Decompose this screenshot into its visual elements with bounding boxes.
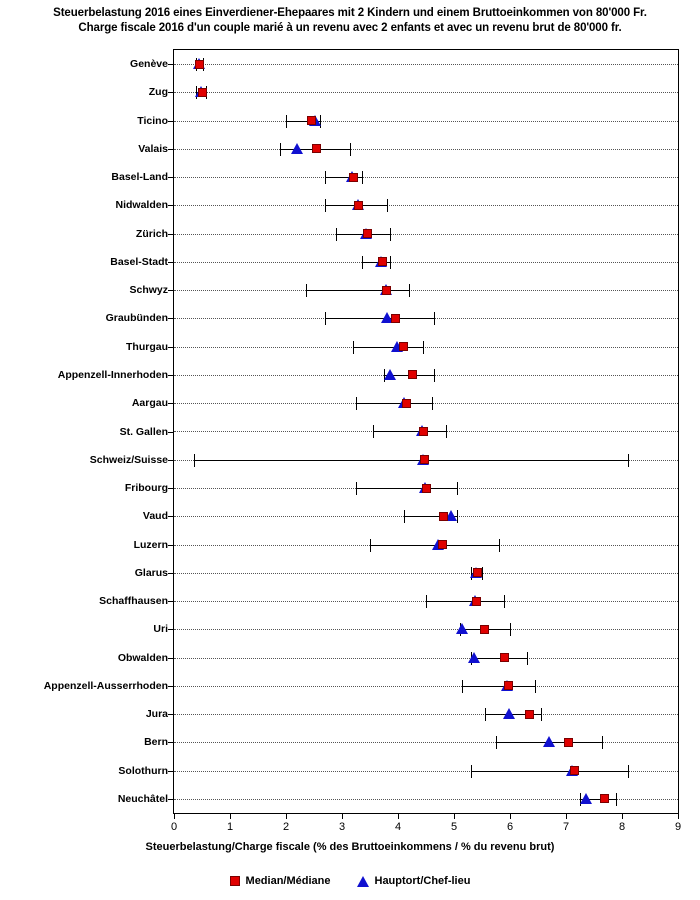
y-axis-label: Neuchâtel (117, 792, 168, 805)
range-max-cap (535, 680, 536, 693)
x-axis-tick (566, 814, 567, 819)
range-line (325, 318, 434, 319)
x-axis-tick (286, 814, 287, 819)
y-axis-label: Appenzell-Ausserrhoden (43, 679, 168, 692)
y-axis-label: Obwalden (117, 651, 168, 664)
y-axis-label: Solothurn (118, 764, 168, 777)
chart-row (174, 417, 678, 445)
range-min-cap (194, 454, 195, 467)
chef-lieu-marker (456, 623, 468, 634)
median-marker (408, 370, 417, 379)
median-marker (307, 116, 316, 125)
row-gridline (174, 149, 678, 151)
chart-row (174, 559, 678, 587)
range-line (373, 431, 446, 432)
chart-row (174, 361, 678, 389)
median-marker (198, 88, 207, 97)
median-marker (419, 427, 428, 436)
y-axis-label: Schweiz/Suisse (89, 453, 168, 466)
row-gridline (174, 347, 678, 349)
chart-row (174, 502, 678, 530)
median-marker (354, 201, 363, 210)
y-axis-label: Basel-Land (111, 171, 168, 184)
range-max-cap (616, 793, 617, 806)
chart-title-de: Steuerbelastung 2016 eines Einverdiener-Ehepaares mit 2 Kindern und einem Bruttoeinkommen von 80'000 Fr. (53, 7, 647, 19)
chart-row (174, 304, 678, 332)
y-axis-label: Fribourg (124, 482, 168, 495)
median-marker (363, 229, 372, 238)
chart-row (174, 389, 678, 417)
range-line (426, 601, 504, 602)
x-axis-tick-label: 5 (450, 821, 458, 833)
chart-row (174, 276, 678, 304)
chart-row (174, 672, 678, 700)
range-min-cap (325, 312, 326, 325)
range-line (353, 347, 423, 348)
y-axis-label: Vaud (142, 510, 168, 523)
range-max-cap (602, 736, 603, 749)
range-max-cap (390, 256, 391, 269)
chart-row (174, 191, 678, 219)
median-marker (349, 173, 358, 182)
chart-legend (0, 875, 700, 887)
chart-row (174, 530, 678, 558)
row-gridline (174, 92, 678, 94)
range-min-cap (404, 510, 405, 523)
range-line (306, 290, 410, 291)
chef-lieu-marker (580, 793, 592, 804)
chef-lieu-marker (384, 369, 396, 380)
range-line (194, 460, 628, 461)
chef-lieu-marker (543, 736, 555, 747)
x-axis-tick-label: 8 (618, 821, 626, 833)
range-max-cap (409, 284, 410, 297)
range-max-cap (387, 199, 388, 212)
range-min-cap (356, 397, 357, 410)
x-axis-tick (174, 814, 175, 819)
y-axis-label: Zug (148, 86, 168, 99)
y-axis-label: Bern (144, 736, 168, 749)
chart-row (174, 446, 678, 474)
plot-area (173, 49, 679, 814)
y-axis-label: Nidwalden (115, 199, 168, 212)
chart-row (174, 474, 678, 502)
x-axis-tick-label: 3 (338, 821, 346, 833)
median-marker (439, 512, 448, 521)
range-min-cap (485, 708, 486, 721)
chart-row (174, 78, 678, 106)
range-max-cap (499, 539, 500, 552)
range-min-cap (353, 341, 354, 354)
range-line (471, 771, 628, 772)
range-min-cap (496, 736, 497, 749)
range-min-cap (471, 765, 472, 778)
range-max-cap (628, 765, 629, 778)
median-marker-icon (230, 876, 240, 886)
chef-lieu-marker-icon (357, 876, 369, 887)
range-min-cap (286, 115, 287, 128)
row-gridline (174, 714, 678, 716)
range-min-cap (370, 539, 371, 552)
range-min-cap (426, 595, 427, 608)
y-axis-label: St. Gallen (119, 425, 168, 438)
range-max-cap (350, 143, 351, 156)
chart-row (174, 728, 678, 756)
legend-label-median: Median/Médiane (245, 875, 331, 887)
range-min-cap (362, 256, 363, 269)
chef-lieu-marker (468, 652, 480, 663)
range-min-cap (280, 143, 281, 156)
median-marker (402, 399, 411, 408)
row-gridline (174, 290, 678, 292)
range-max-cap (432, 397, 433, 410)
chart-row (174, 50, 678, 78)
chart-row (174, 220, 678, 248)
y-axis-label: Aargau (131, 397, 168, 410)
chart-row (174, 756, 678, 784)
range-max-cap (390, 228, 391, 241)
x-axis-tick (454, 814, 455, 819)
y-axis-label: Uri (153, 623, 168, 636)
plot-inner (174, 50, 678, 813)
y-axis-label: Schaffhausen (99, 595, 168, 608)
median-marker (504, 681, 513, 690)
chart-row (174, 643, 678, 671)
x-axis-tick-label: 9 (674, 821, 682, 833)
median-marker (195, 60, 204, 69)
legend-item-median (230, 875, 331, 887)
range-line (356, 488, 457, 489)
chart-row (174, 587, 678, 615)
chart-row (174, 333, 678, 361)
range-min-cap (306, 284, 307, 297)
y-axis-label: Glarus (134, 566, 168, 579)
row-gridline (174, 629, 678, 631)
y-axis-label: Ticino (137, 114, 168, 127)
median-marker (391, 314, 400, 323)
row-gridline (174, 177, 678, 179)
median-marker (382, 286, 391, 295)
median-marker (378, 257, 387, 266)
range-min-cap (462, 680, 463, 693)
x-axis-title: Steuerbelastung/Charge fiscale (% des Bruttoeinkommens / % du revenu brut) (145, 841, 555, 853)
y-axis-label: Luzern (133, 538, 168, 551)
legend-label-chef-lieu: Hauptort/Chef-lieu (374, 875, 471, 887)
range-max-cap (527, 652, 528, 665)
median-marker (473, 568, 482, 577)
range-max-cap (362, 171, 363, 184)
y-axis-label: Valais (138, 142, 168, 155)
x-axis-tick-label: 1 (226, 821, 234, 833)
chart-row (174, 248, 678, 276)
x-axis-tick-label: 0 (170, 821, 178, 833)
x-axis-tick (230, 814, 231, 819)
median-marker (472, 597, 481, 606)
range-max-cap (423, 341, 424, 354)
median-marker (570, 766, 579, 775)
chart-row (174, 700, 678, 728)
row-gridline (174, 686, 678, 688)
range-max-cap (434, 369, 435, 382)
median-marker (312, 144, 321, 153)
median-marker (422, 484, 431, 493)
chart-row (174, 163, 678, 191)
median-marker (420, 455, 429, 464)
median-marker (600, 794, 609, 803)
chef-lieu-marker (291, 143, 303, 154)
y-axis-label: Jura (145, 708, 168, 721)
x-axis-tick (678, 814, 679, 819)
x-axis-tick-label: 2 (282, 821, 290, 833)
median-marker (399, 342, 408, 351)
median-marker (500, 653, 509, 662)
range-max-cap (504, 595, 505, 608)
row-gridline (174, 121, 678, 123)
y-axis-label: Thurgau (126, 340, 168, 353)
y-axis-label: Basel-Stadt (110, 255, 168, 268)
range-min-cap (373, 425, 374, 438)
y-axis-label: Graubünden (105, 312, 168, 325)
row-gridline (174, 573, 678, 575)
y-axis-label: Zürich (135, 227, 168, 240)
range-max-cap (446, 425, 447, 438)
y-axis-label: Schwyz (129, 284, 168, 297)
row-gridline (174, 205, 678, 207)
row-gridline (174, 262, 678, 264)
range-line (356, 403, 432, 404)
legend-item-chef-lieu (357, 875, 471, 887)
x-axis-tick-label: 4 (394, 821, 402, 833)
range-min-cap (356, 482, 357, 495)
range-line (462, 686, 535, 687)
median-marker (480, 625, 489, 634)
range-max-cap (628, 454, 629, 467)
chart-row (174, 107, 678, 135)
x-axis-tick (510, 814, 511, 819)
chart-row (174, 785, 678, 813)
y-axis-label: Appenzell-Innerhoden (57, 368, 168, 381)
x-axis-tick-label: 6 (506, 821, 514, 833)
chef-lieu-marker (503, 708, 515, 719)
chart-title-fr: Charge fiscale 2016 d'un couple marié à un revenu avec 2 enfants et avec un revenu brut de 80'000 fr. (78, 22, 622, 34)
median-marker (564, 738, 573, 747)
chart-row (174, 615, 678, 643)
range-min-cap (336, 228, 337, 241)
x-axis-tick (342, 814, 343, 819)
median-marker (525, 710, 534, 719)
x-axis-tick (398, 814, 399, 819)
chart-row (174, 135, 678, 163)
row-gridline (174, 64, 678, 66)
range-min-cap (325, 199, 326, 212)
range-max-cap (434, 312, 435, 325)
median-marker (438, 540, 447, 549)
range-max-cap (510, 623, 511, 636)
y-axis-label: Genève (130, 58, 168, 71)
x-axis-tick-label: 7 (562, 821, 570, 833)
row-gridline (174, 658, 678, 660)
range-max-cap (541, 708, 542, 721)
range-max-cap (457, 482, 458, 495)
x-axis-tick (622, 814, 623, 819)
row-gridline (174, 234, 678, 236)
range-min-cap (325, 171, 326, 184)
